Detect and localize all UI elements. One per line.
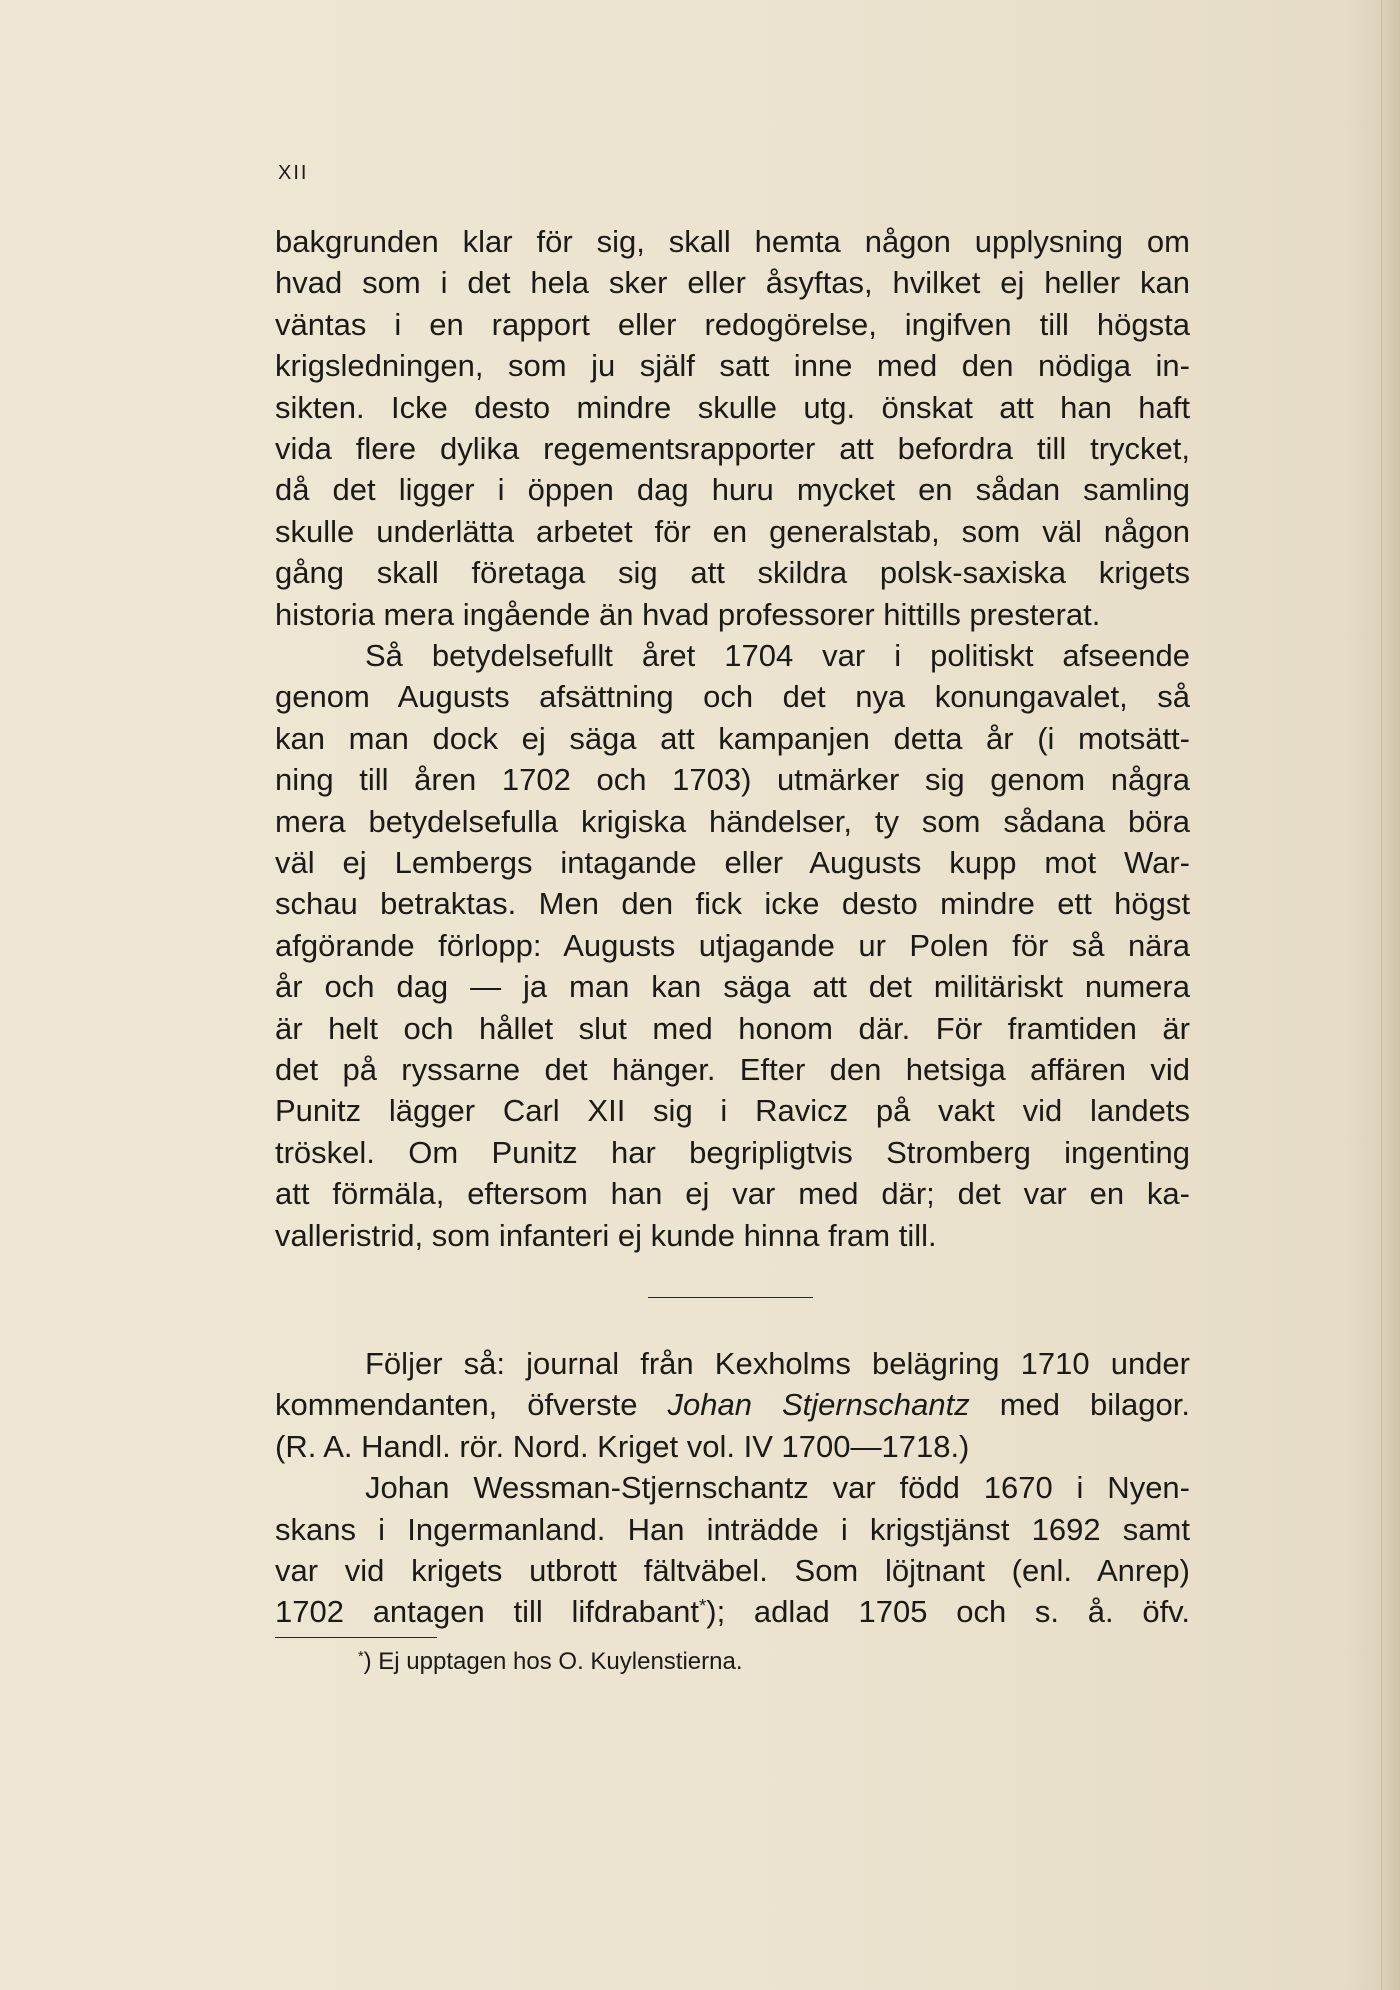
text-line: var vid krigets utbrott fältväbel. Som löjtnant (enl. Anrep) — [275, 1553, 1190, 1588]
text-line: Punitz lägger Carl XII sig i Ravicz på vakt vid landets — [275, 1093, 1190, 1129]
page-number: XII — [278, 162, 309, 184]
text-line: bakgrunden klar för sig, skall hemta någon upplysning om — [275, 224, 1190, 259]
text-span: kommendanten, öfverste — [275, 1387, 638, 1423]
section-divider — [648, 1297, 813, 1298]
text-line: krigsledningen, som ju själf satt inne med den nödiga in- — [275, 348, 1190, 384]
text-line: gång skall företaga sig att skildra polsk-saxiska krigets — [275, 555, 1190, 591]
text-line: kan man dock ej säga att kampanjen detta år (i motsätt- — [275, 720, 1190, 756]
text-line: är helt och hållet slut med honom där. För framtiden är — [275, 1010, 1190, 1046]
text-line: (R. A. Handl. rör. Nord. Kriget vol. IV 1700—1718.) — [275, 1428, 970, 1464]
name-italic: Johan Stjernschantz — [667, 1387, 970, 1423]
text-line: mera betydelsefulla krigiska händelser, ty som sådana böra — [275, 803, 1190, 839]
text-line: Johan Wessman-Stjernschantz var född 1670 i Nyen- — [365, 1470, 1190, 1506]
text-line: då det ligger i öppen dag huru mycket en sådan samling — [275, 472, 1190, 508]
text-line: att förmäla, eftersom han ej var med där; det var en ka- — [275, 1176, 1190, 1212]
text-line: genom Augusts afsättning och det nya konungavalet, så — [275, 679, 1190, 715]
text-line: väl ej Lembergs intagande eller Augusts kupp mot War- — [275, 845, 1190, 880]
text-line: sikten. Icke desto mindre skulle utg. önskat att han haft — [275, 389, 1190, 425]
text-line: Följer så: journal från Kexholms belägring 1710 under — [365, 1346, 1190, 1381]
text-line: ning till åren 1702 och 1703) utmärker sig genom några — [275, 762, 1190, 798]
footnote-marker: * — [699, 1595, 707, 1617]
text-line: valleristrid, som infanteri ej kunde hinna fram till. — [275, 1217, 937, 1253]
footnote-text: ) Ej upptagen hos O. Kuylenstierna. — [363, 1648, 743, 1675]
text-span: med bilagor. — [999, 1387, 1190, 1423]
footnote — [358, 1646, 743, 1678]
text-line: Så betydelsefullt året 1704 var i politiskt afseende — [365, 638, 1190, 673]
text-line: schau betraktas. Men den fick icke desto mindre ett högst — [275, 886, 1190, 922]
text-line: historia mera ingående än hvad professorer hittills presterat. — [275, 596, 1101, 632]
text-span: 1702 antagen till lifdrabant — [275, 1594, 700, 1630]
text-line: det på ryssarne det hänger. Efter den hetsiga affären vid — [275, 1052, 1190, 1087]
text-line: tröskel. Om Punitz har begripligtvis Stromberg ingenting — [275, 1134, 1190, 1170]
text-line: hvad som i det hela sker eller åsyftas, hvilket ej heller kan — [275, 265, 1190, 301]
text-span: ); adlad 1705 och s. å. öfv. — [706, 1594, 1190, 1630]
text-line: år och dag — ja man kan säga att det militäriskt numera — [275, 969, 1190, 1005]
text-line: skans i Ingermanland. Han inträdde i krigstjänst 1692 samt — [275, 1511, 1190, 1547]
text-line: afgörande förlopp: Augusts utjagande ur Polen för så nära — [275, 927, 1190, 963]
text-line: väntas i en rapport eller redogörelse, ingifven till högsta — [275, 306, 1190, 342]
text-line: vida flere dylika regementsrapporter att befordra till trycket, — [275, 431, 1190, 466]
page-edge — [1381, 0, 1400, 1990]
text-line: skulle underlätta arbetet för en generalstab, som väl någon — [275, 513, 1190, 549]
footnote-rule — [275, 1637, 437, 1638]
text-line — [275, 1384, 1190, 1425]
footnote-mark: * — [358, 1649, 364, 1666]
text-line — [275, 1591, 1190, 1632]
